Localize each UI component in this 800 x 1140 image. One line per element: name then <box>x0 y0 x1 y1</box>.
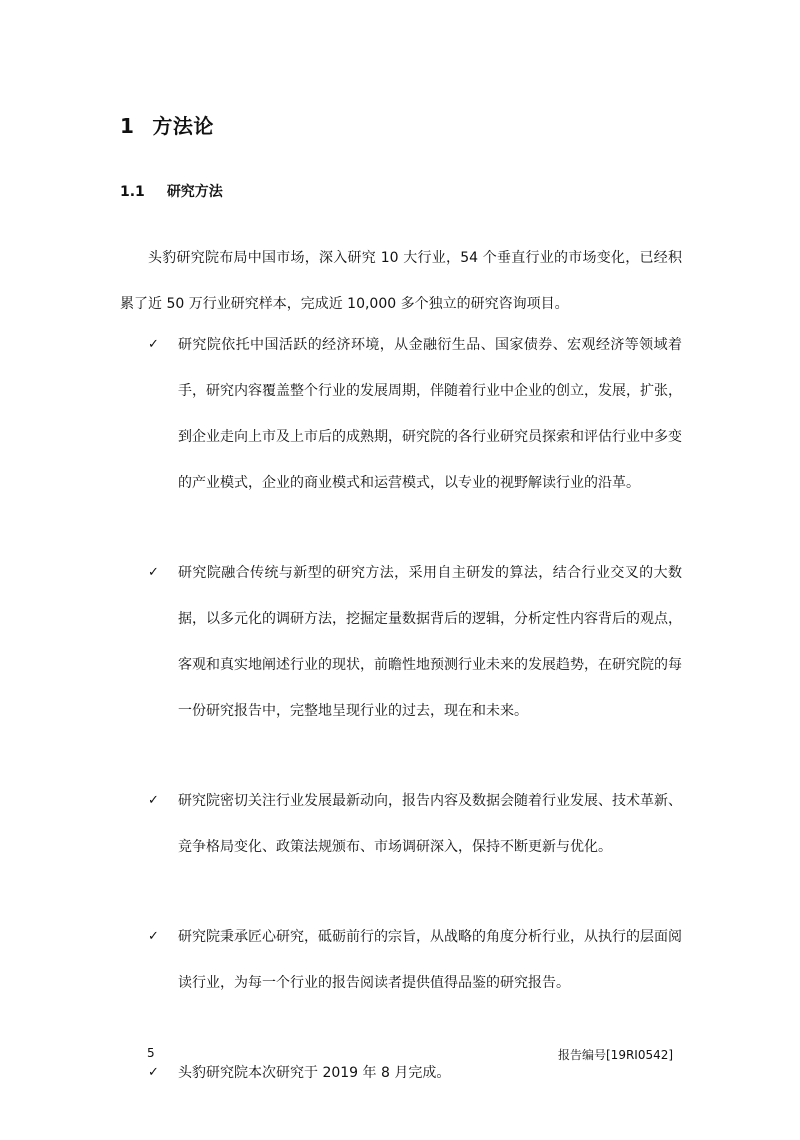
intro-paragraph: 头豹研究院布局中国市场，深入研究 10 大行业，54 个垂直行业的市场变化，已经积累了近 50 万行业研究样本，完成近 10,000 多个独立的研究咨询项目。 <box>120 250 682 312</box>
report-id: 报告编号[19RI0542] <box>558 1048 674 1062</box>
list-item-text: 研究院秉承匠心研究，砥砺前行的宗旨，从战略的角度分析行业，从执行的层面阅读行业，为每一个行业的报告阅读者提供值得品鉴的研究报告。 <box>178 929 682 991</box>
section-heading <box>120 110 214 139</box>
list-item-text: 研究院密切关注行业发展最新动向，报告内容及数据会随着行业发展、技术革新、竞争格局变化、政策法规颁布、市场调研深入，保持不断更新与优化。 <box>178 793 682 855</box>
check-mark-icon: ✓ <box>148 793 159 808</box>
list-item-text: 研究院依托中国活跃的经济环境，从金融衍生品、国家债券、宏观经济等领域着手，研究内容覆盖整个行业的发展周期，伴随着行业中企业的创立，发展，扩张，到企业走向上市及上市后的成熟期，研究院的各行业研究员探索和评估行业中多变的产业模式，企业的商业模式和运营模式，以专业的视野解读行业的沿革。 <box>178 337 682 491</box>
subsection-heading <box>120 181 223 201</box>
check-mark-icon: ✓ <box>148 1065 159 1080</box>
list-item-text: 头豹研究院本次研究于 2019 年 8 月完成。 <box>178 1065 451 1081</box>
check-mark-icon: ✓ <box>148 337 159 352</box>
check-mark-icon: ✓ <box>148 929 159 944</box>
list-item <box>148 322 682 506</box>
subsection-title: 研究方法 <box>166 184 223 200</box>
check-mark-icon: ✓ <box>148 565 159 580</box>
list-item <box>148 778 682 870</box>
list-item <box>148 550 682 734</box>
section-number: 1 <box>120 114 135 138</box>
list-item-text: 研究院融合传统与新型的研究方法，采用自主研发的算法，结合行业交叉的大数据，以多元化的调研方法，挖掘定量数据背后的逻辑，分析定性内容背后的观点，客观和真实地阐述行业的现状，前瞻性地预测行业未来的发展趋势，在研究院的每一份研究报告中，完整地呈现行业的过去，现在和未来。 <box>178 565 682 719</box>
list-item <box>148 914 682 1006</box>
bullet-list <box>148 322 682 1140</box>
section-title: 方法论 <box>152 114 214 138</box>
subsection-number: 1.1 <box>120 184 145 200</box>
page-number: 5 <box>147 1046 155 1060</box>
